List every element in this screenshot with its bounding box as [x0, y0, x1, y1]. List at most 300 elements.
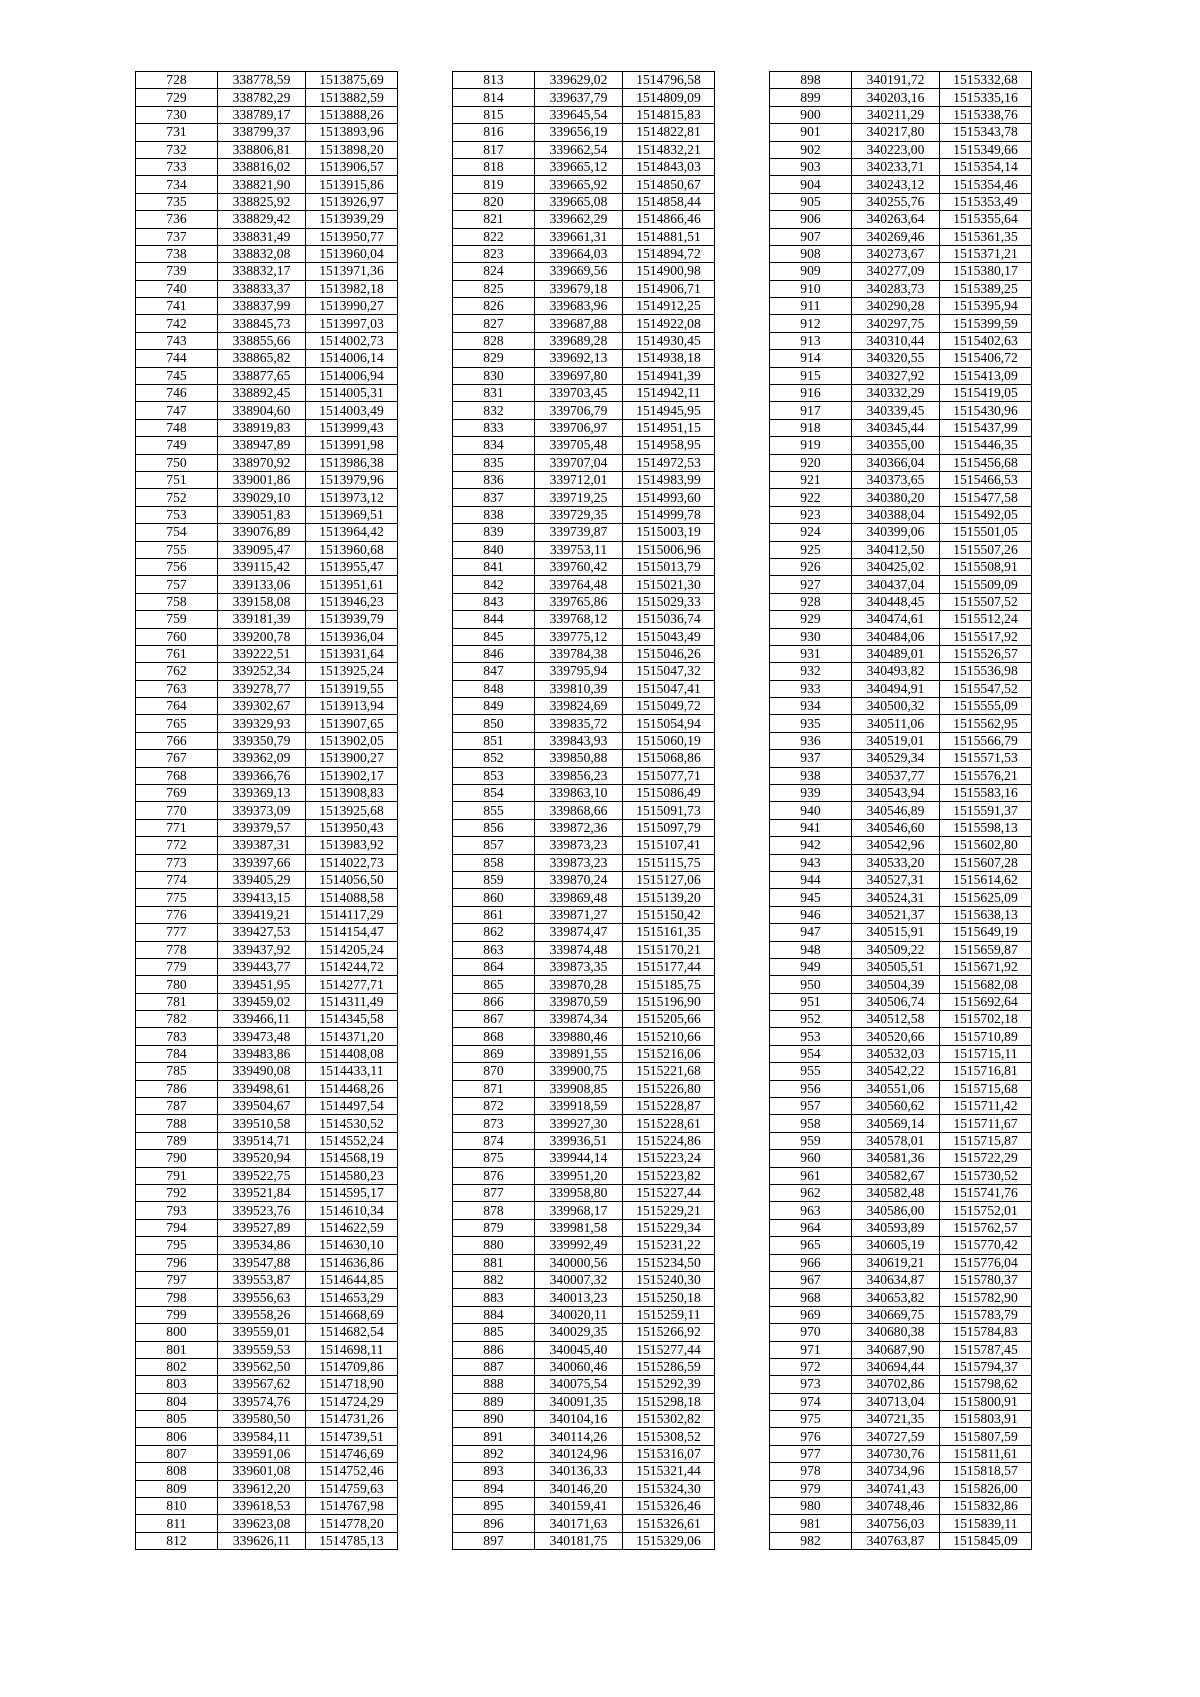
point-number-cell: 750 — [136, 454, 218, 471]
y-coordinate-cell: 1515380,17 — [940, 263, 1032, 280]
x-coordinate-cell: 339559,01 — [218, 1324, 306, 1341]
point-number-cell: 951 — [770, 993, 852, 1010]
point-number-cell: 758 — [136, 593, 218, 610]
table-row — [136, 871, 398, 888]
table-row — [770, 315, 1032, 332]
y-coordinate-cell: 1515361,35 — [940, 228, 1032, 245]
point-number-cell: 830 — [453, 367, 535, 384]
table-row — [770, 1219, 1032, 1236]
x-coordinate-cell: 339874,48 — [535, 941, 623, 958]
point-number-cell: 886 — [453, 1341, 535, 1358]
point-number-cell: 975 — [770, 1411, 852, 1428]
table-row — [136, 106, 398, 123]
table-row — [453, 1167, 715, 1184]
x-coordinate-cell: 338816,02 — [218, 158, 306, 175]
point-number-cell: 747 — [136, 402, 218, 419]
y-coordinate-cell: 1514644,85 — [306, 1271, 398, 1288]
x-coordinate-cell: 340327,92 — [852, 367, 940, 384]
x-coordinate-cell: 339784,38 — [535, 645, 623, 662]
x-coordinate-cell: 339891,55 — [535, 1045, 623, 1062]
point-number-cell: 816 — [453, 124, 535, 141]
point-number-cell: 773 — [136, 854, 218, 871]
point-number-cell: 950 — [770, 976, 852, 993]
table-row — [453, 489, 715, 506]
table-row — [770, 454, 1032, 471]
point-number-cell: 976 — [770, 1428, 852, 1445]
table-row — [136, 1358, 398, 1375]
y-coordinate-cell: 1515292,39 — [623, 1376, 715, 1393]
y-coordinate-cell: 1515776,04 — [940, 1254, 1032, 1271]
point-number-cell: 749 — [136, 437, 218, 454]
y-coordinate-cell: 1515716,81 — [940, 1063, 1032, 1080]
y-coordinate-cell: 1513926,97 — [306, 193, 398, 210]
point-number-cell: 967 — [770, 1271, 852, 1288]
y-coordinate-cell: 1513902,05 — [306, 732, 398, 749]
y-coordinate-cell: 1515783,79 — [940, 1306, 1032, 1323]
table-row — [453, 298, 715, 315]
table-row — [770, 1393, 1032, 1410]
y-coordinate-cell: 1515139,20 — [623, 889, 715, 906]
point-number-cell: 782 — [136, 1011, 218, 1028]
coordinate-table-body — [453, 72, 715, 1550]
y-coordinate-cell: 1515389,25 — [940, 280, 1032, 297]
x-coordinate-cell: 340269,46 — [852, 228, 940, 245]
point-number-cell: 824 — [453, 263, 535, 280]
x-coordinate-cell: 339824,69 — [535, 698, 623, 715]
table-row — [770, 1463, 1032, 1480]
table-row — [770, 1306, 1032, 1323]
table-row — [453, 72, 715, 89]
x-coordinate-cell: 340680,38 — [852, 1324, 940, 1341]
y-coordinate-cell: 1515228,61 — [623, 1115, 715, 1132]
point-number-cell: 969 — [770, 1306, 852, 1323]
point-number-cell: 845 — [453, 628, 535, 645]
x-coordinate-cell: 339689,28 — [535, 332, 623, 349]
point-number-cell: 900 — [770, 106, 852, 123]
point-number-cell: 937 — [770, 750, 852, 767]
x-coordinate-cell: 340687,90 — [852, 1341, 940, 1358]
point-number-cell: 919 — [770, 437, 852, 454]
point-number-cell: 808 — [136, 1463, 218, 1480]
y-coordinate-cell: 1515399,59 — [940, 315, 1032, 332]
point-number-cell: 743 — [136, 332, 218, 349]
table-row — [136, 680, 398, 697]
table-row — [453, 176, 715, 193]
table-row — [770, 332, 1032, 349]
x-coordinate-cell: 340763,87 — [852, 1532, 940, 1549]
x-coordinate-cell: 340290,28 — [852, 298, 940, 315]
x-coordinate-cell: 339252,34 — [218, 663, 306, 680]
table-row — [453, 471, 715, 488]
x-coordinate-cell: 340029,35 — [535, 1324, 623, 1341]
x-coordinate-cell: 338837,99 — [218, 298, 306, 315]
table-row — [136, 993, 398, 1010]
y-coordinate-cell: 1515456,68 — [940, 454, 1032, 471]
table-row — [136, 228, 398, 245]
table-row — [136, 750, 398, 767]
point-number-cell: 918 — [770, 419, 852, 436]
point-number-cell: 971 — [770, 1341, 852, 1358]
y-coordinate-cell: 1515571,53 — [940, 750, 1032, 767]
y-coordinate-cell: 1515818,57 — [940, 1463, 1032, 1480]
x-coordinate-cell: 340159,41 — [535, 1498, 623, 1515]
x-coordinate-cell: 340136,33 — [535, 1463, 623, 1480]
y-coordinate-cell: 1515419,05 — [940, 385, 1032, 402]
table-row — [136, 732, 398, 749]
y-coordinate-cell: 1514809,09 — [623, 89, 715, 106]
x-coordinate-cell: 340211,29 — [852, 106, 940, 123]
point-number-cell: 978 — [770, 1463, 852, 1480]
point-number-cell: 735 — [136, 193, 218, 210]
y-coordinate-cell: 1513913,94 — [306, 698, 398, 715]
x-coordinate-cell: 340277,09 — [852, 263, 940, 280]
table-row — [453, 1237, 715, 1254]
y-coordinate-cell: 1515047,41 — [623, 680, 715, 697]
table-row — [136, 1202, 398, 1219]
point-number-cell: 941 — [770, 819, 852, 836]
x-coordinate-cell: 339669,56 — [535, 263, 623, 280]
y-coordinate-cell: 1515741,76 — [940, 1185, 1032, 1202]
table-row — [770, 1480, 1032, 1497]
point-number-cell: 819 — [453, 176, 535, 193]
x-coordinate-cell: 340702,86 — [852, 1376, 940, 1393]
point-number-cell: 902 — [770, 141, 852, 158]
x-coordinate-cell: 339753,11 — [535, 541, 623, 558]
x-coordinate-cell: 339076,89 — [218, 524, 306, 541]
y-coordinate-cell: 1514832,21 — [623, 141, 715, 158]
x-coordinate-cell: 339567,62 — [218, 1376, 306, 1393]
table-row — [453, 1254, 715, 1271]
x-coordinate-cell: 340586,00 — [852, 1202, 940, 1219]
y-coordinate-cell: 1513888,26 — [306, 106, 398, 123]
point-number-cell: 873 — [453, 1115, 535, 1132]
x-coordinate-cell: 340542,96 — [852, 837, 940, 854]
point-number-cell: 939 — [770, 785, 852, 802]
point-number-cell: 766 — [136, 732, 218, 749]
x-coordinate-cell: 340320,55 — [852, 350, 940, 367]
y-coordinate-cell: 1515006,96 — [623, 541, 715, 558]
y-coordinate-cell: 1514088,58 — [306, 889, 398, 906]
table-row — [453, 732, 715, 749]
point-number-cell: 938 — [770, 767, 852, 784]
table-row — [453, 1150, 715, 1167]
table-row — [136, 593, 398, 610]
x-coordinate-cell: 340339,45 — [852, 402, 940, 419]
table-row — [770, 124, 1032, 141]
point-number-cell: 889 — [453, 1393, 535, 1410]
x-coordinate-cell: 338919,83 — [218, 419, 306, 436]
point-number-cell: 955 — [770, 1063, 852, 1080]
x-coordinate-cell: 340489,01 — [852, 645, 940, 662]
x-coordinate-cell: 339612,20 — [218, 1480, 306, 1497]
y-coordinate-cell: 1515807,59 — [940, 1428, 1032, 1445]
y-coordinate-cell: 1514568,19 — [306, 1150, 398, 1167]
x-coordinate-cell: 340560,62 — [852, 1098, 940, 1115]
point-number-cell: 795 — [136, 1237, 218, 1254]
y-coordinate-cell: 1514881,51 — [623, 228, 715, 245]
y-coordinate-cell: 1515780,37 — [940, 1271, 1032, 1288]
x-coordinate-cell: 340091,35 — [535, 1393, 623, 1410]
x-coordinate-cell: 339768,12 — [535, 611, 623, 628]
x-coordinate-cell: 339958,80 — [535, 1185, 623, 1202]
x-coordinate-cell: 340582,48 — [852, 1185, 940, 1202]
x-coordinate-cell: 339873,23 — [535, 854, 623, 871]
table-row — [453, 419, 715, 436]
y-coordinate-cell: 1514922,08 — [623, 315, 715, 332]
point-number-cell: 913 — [770, 332, 852, 349]
point-number-cell: 867 — [453, 1011, 535, 1028]
point-number-cell: 815 — [453, 106, 535, 123]
x-coordinate-cell: 340448,45 — [852, 593, 940, 610]
y-coordinate-cell: 1514002,73 — [306, 332, 398, 349]
y-coordinate-cell: 1513950,77 — [306, 228, 398, 245]
x-coordinate-cell: 339868,66 — [535, 802, 623, 819]
table-row — [453, 1498, 715, 1515]
table-row — [453, 1202, 715, 1219]
x-coordinate-cell: 339981,58 — [535, 1219, 623, 1236]
x-coordinate-cell: 338970,92 — [218, 454, 306, 471]
table-row — [453, 663, 715, 680]
x-coordinate-cell: 340546,89 — [852, 802, 940, 819]
x-coordinate-cell: 339350,79 — [218, 732, 306, 749]
x-coordinate-cell: 340542,22 — [852, 1063, 940, 1080]
y-coordinate-cell: 1515068,86 — [623, 750, 715, 767]
point-number-cell: 948 — [770, 941, 852, 958]
point-number-cell: 783 — [136, 1028, 218, 1045]
point-number-cell: 763 — [136, 680, 218, 697]
table-row — [136, 1445, 398, 1462]
y-coordinate-cell: 1514311,49 — [306, 993, 398, 1010]
y-coordinate-cell: 1514610,34 — [306, 1202, 398, 1219]
point-number-cell: 764 — [136, 698, 218, 715]
point-number-cell: 829 — [453, 350, 535, 367]
y-coordinate-cell: 1513960,68 — [306, 541, 398, 558]
x-coordinate-cell: 339873,35 — [535, 958, 623, 975]
point-number-cell: 892 — [453, 1445, 535, 1462]
y-coordinate-cell: 1514972,53 — [623, 454, 715, 471]
y-coordinate-cell: 1515798,62 — [940, 1376, 1032, 1393]
x-coordinate-cell: 339405,29 — [218, 871, 306, 888]
table-row — [453, 889, 715, 906]
x-coordinate-cell: 338825,92 — [218, 193, 306, 210]
y-coordinate-cell: 1514958,95 — [623, 437, 715, 454]
table-row — [136, 124, 398, 141]
x-coordinate-cell: 339656,19 — [535, 124, 623, 141]
x-coordinate-cell: 340533,20 — [852, 854, 940, 871]
point-number-cell: 760 — [136, 628, 218, 645]
x-coordinate-cell: 339662,54 — [535, 141, 623, 158]
point-number-cell: 775 — [136, 889, 218, 906]
y-coordinate-cell: 1515185,75 — [623, 976, 715, 993]
x-coordinate-cell: 339705,48 — [535, 437, 623, 454]
x-coordinate-cell: 339869,48 — [535, 889, 623, 906]
point-number-cell: 961 — [770, 1167, 852, 1184]
y-coordinate-cell: 1515150,42 — [623, 906, 715, 923]
table-row — [770, 1080, 1032, 1097]
x-coordinate-cell: 339523,76 — [218, 1202, 306, 1219]
y-coordinate-cell: 1514951,15 — [623, 419, 715, 436]
table-row — [136, 1341, 398, 1358]
table-row — [136, 211, 398, 228]
table-row — [136, 298, 398, 315]
x-coordinate-cell: 339413,15 — [218, 889, 306, 906]
table-row — [136, 924, 398, 941]
point-number-cell: 833 — [453, 419, 535, 436]
table-row — [453, 1515, 715, 1532]
y-coordinate-cell: 1515607,28 — [940, 854, 1032, 871]
point-number-cell: 963 — [770, 1202, 852, 1219]
y-coordinate-cell: 1514945,95 — [623, 402, 715, 419]
point-number-cell: 979 — [770, 1480, 852, 1497]
point-number-cell: 849 — [453, 698, 535, 715]
y-coordinate-cell: 1514630,10 — [306, 1237, 398, 1254]
x-coordinate-cell: 339870,24 — [535, 871, 623, 888]
y-coordinate-cell: 1515338,76 — [940, 106, 1032, 123]
table-row — [453, 576, 715, 593]
y-coordinate-cell: 1514999,78 — [623, 506, 715, 523]
point-number-cell: 942 — [770, 837, 852, 854]
point-number-cell: 920 — [770, 454, 852, 471]
table-row — [136, 1045, 398, 1062]
y-coordinate-cell: 1514767,98 — [306, 1498, 398, 1515]
table-row — [770, 350, 1032, 367]
point-number-cell: 744 — [136, 350, 218, 367]
x-coordinate-cell: 340511,06 — [852, 715, 940, 732]
y-coordinate-cell: 1515702,18 — [940, 1011, 1032, 1028]
y-coordinate-cell: 1515752,01 — [940, 1202, 1032, 1219]
x-coordinate-cell: 339510,58 — [218, 1115, 306, 1132]
x-coordinate-cell: 339387,31 — [218, 837, 306, 854]
table-row — [453, 871, 715, 888]
point-number-cell: 800 — [136, 1324, 218, 1341]
y-coordinate-cell: 1514552,24 — [306, 1132, 398, 1149]
table-row — [453, 158, 715, 175]
table-row — [136, 1219, 398, 1236]
point-number-cell: 865 — [453, 976, 535, 993]
table-row — [136, 1463, 398, 1480]
point-number-cell: 838 — [453, 506, 535, 523]
table-row — [136, 437, 398, 454]
y-coordinate-cell: 1515722,29 — [940, 1150, 1032, 1167]
x-coordinate-cell: 339679,18 — [535, 280, 623, 297]
point-number-cell: 965 — [770, 1237, 852, 1254]
table-row — [136, 1254, 398, 1271]
x-coordinate-cell: 339553,87 — [218, 1271, 306, 1288]
x-coordinate-cell: 339379,57 — [218, 819, 306, 836]
x-coordinate-cell: 339687,88 — [535, 315, 623, 332]
table-row — [136, 141, 398, 158]
table-row — [136, 1185, 398, 1202]
y-coordinate-cell: 1515324,30 — [623, 1480, 715, 1497]
point-number-cell: 777 — [136, 924, 218, 941]
y-coordinate-cell: 1515029,33 — [623, 593, 715, 610]
table-row — [770, 228, 1032, 245]
point-number-cell: 814 — [453, 89, 535, 106]
table-row — [453, 802, 715, 819]
x-coordinate-cell: 339591,06 — [218, 1445, 306, 1462]
x-coordinate-cell: 339133,06 — [218, 576, 306, 593]
y-coordinate-cell: 1515832,86 — [940, 1498, 1032, 1515]
y-coordinate-cell: 1515598,13 — [940, 819, 1032, 836]
point-number-cell: 765 — [136, 715, 218, 732]
x-coordinate-cell: 339629,02 — [535, 72, 623, 89]
point-number-cell: 779 — [136, 958, 218, 975]
point-number-cell: 746 — [136, 385, 218, 402]
table-row — [770, 593, 1032, 610]
y-coordinate-cell: 1514759,63 — [306, 1480, 398, 1497]
y-coordinate-cell: 1513955,47 — [306, 558, 398, 575]
x-coordinate-cell: 339534,86 — [218, 1237, 306, 1254]
y-coordinate-cell: 1515508,91 — [940, 558, 1032, 575]
table-row — [453, 1063, 715, 1080]
table-row — [770, 524, 1032, 541]
y-coordinate-cell: 1513900,27 — [306, 750, 398, 767]
point-number-cell: 787 — [136, 1098, 218, 1115]
y-coordinate-cell: 1515430,96 — [940, 402, 1032, 419]
x-coordinate-cell: 339473,48 — [218, 1028, 306, 1045]
table-row — [770, 993, 1032, 1010]
y-coordinate-cell: 1514739,51 — [306, 1428, 398, 1445]
x-coordinate-cell: 338831,49 — [218, 228, 306, 245]
y-coordinate-cell: 1515227,44 — [623, 1185, 715, 1202]
coordinate-table-body — [136, 72, 398, 1550]
point-number-cell: 810 — [136, 1498, 218, 1515]
table-row — [453, 1463, 715, 1480]
x-coordinate-cell: 339874,34 — [535, 1011, 623, 1028]
x-coordinate-cell: 340734,96 — [852, 1463, 940, 1480]
point-number-cell: 848 — [453, 680, 535, 697]
x-coordinate-cell: 339626,11 — [218, 1532, 306, 1549]
point-number-cell: 805 — [136, 1411, 218, 1428]
point-number-cell: 846 — [453, 645, 535, 662]
x-coordinate-cell: 339158,08 — [218, 593, 306, 610]
y-coordinate-cell: 1515240,30 — [623, 1271, 715, 1288]
point-number-cell: 761 — [136, 645, 218, 662]
y-coordinate-cell: 1515086,49 — [623, 785, 715, 802]
point-number-cell: 741 — [136, 298, 218, 315]
table-row — [770, 663, 1032, 680]
table-row — [770, 785, 1032, 802]
table-row — [453, 785, 715, 802]
table-row — [770, 1237, 1032, 1254]
y-coordinate-cell: 1513969,51 — [306, 506, 398, 523]
y-coordinate-cell: 1515839,11 — [940, 1515, 1032, 1532]
y-coordinate-cell: 1515711,67 — [940, 1115, 1032, 1132]
point-number-cell: 884 — [453, 1306, 535, 1323]
x-coordinate-cell: 339765,86 — [535, 593, 623, 610]
point-number-cell: 929 — [770, 611, 852, 628]
x-coordinate-cell: 340694,44 — [852, 1358, 940, 1375]
y-coordinate-cell: 1515803,91 — [940, 1411, 1032, 1428]
table-row — [453, 611, 715, 628]
point-number-cell: 762 — [136, 663, 218, 680]
point-number-cell: 916 — [770, 385, 852, 402]
x-coordinate-cell: 339366,76 — [218, 767, 306, 784]
point-number-cell: 905 — [770, 193, 852, 210]
y-coordinate-cell: 1514345,58 — [306, 1011, 398, 1028]
y-coordinate-cell: 1515205,66 — [623, 1011, 715, 1028]
x-coordinate-cell: 340233,71 — [852, 158, 940, 175]
x-coordinate-cell: 340741,43 — [852, 1480, 940, 1497]
y-coordinate-cell: 1513915,86 — [306, 176, 398, 193]
x-coordinate-cell: 340124,96 — [535, 1445, 623, 1462]
point-number-cell: 940 — [770, 802, 852, 819]
point-number-cell: 790 — [136, 1150, 218, 1167]
y-coordinate-cell: 1515229,34 — [623, 1219, 715, 1236]
point-number-cell: 949 — [770, 958, 852, 975]
x-coordinate-cell: 339522,75 — [218, 1167, 306, 1184]
x-coordinate-cell: 339521,84 — [218, 1185, 306, 1202]
